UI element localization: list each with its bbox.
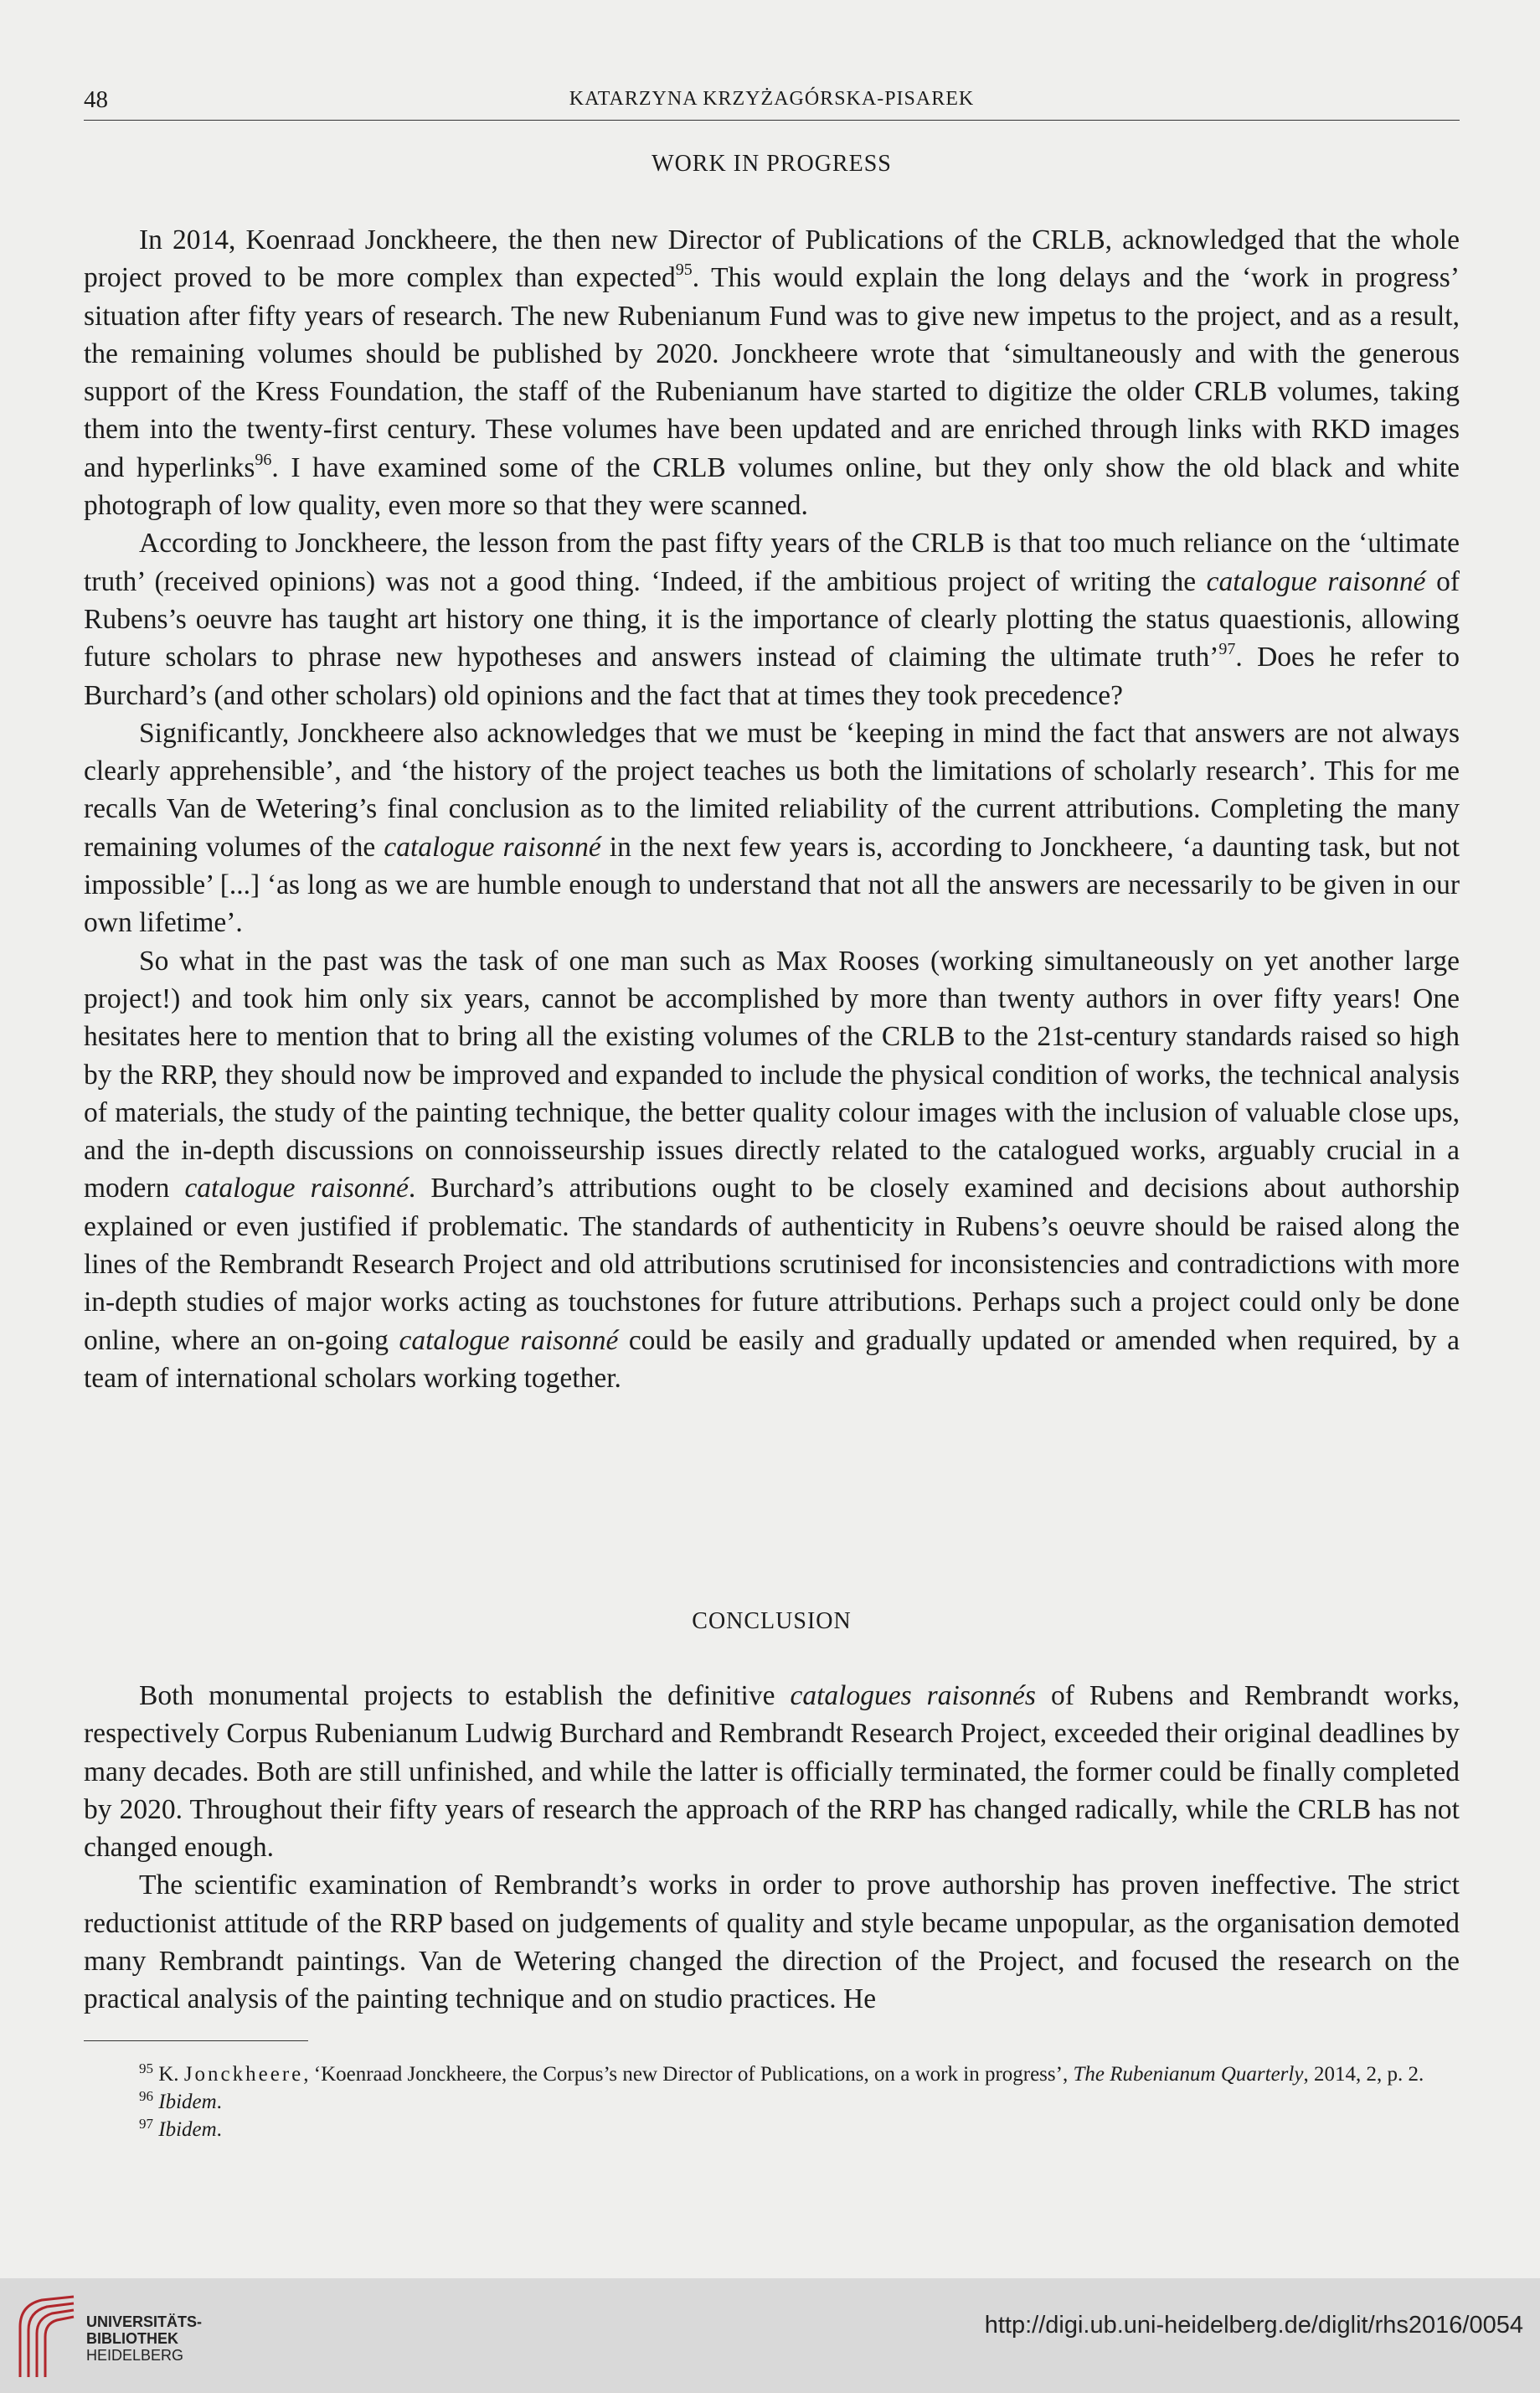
paragraph: The scientific examination of Rembrandt’s works in order to prove authorship has proven ineffective. The strict reductionist attitude of the RRP based on judgements of quality and style became unpopular, as the organisation demoted many Rembrandt paintings. Van de Wetering changed the direction of the Project, and focused the research on the practical analysis of the painting technique and on studio practices. He	[84, 1870, 1460, 2015]
paragraph: $^{95}$ K. Jonckheere, ‘Koenraad Jonckheere, the Corpus’s new Director of Publications, on a work in progress’, The Rubenianum Quarterly, 2014, 2, p. 2.	[139, 2060, 1424, 2086]
section-body-work-in-progress	[84, 221, 1460, 1397]
paragraph: Significantly, Jonckheere also acknowledges that we must be ‘keeping in mind the fact that answers are not always clearly apprehensible’, and ‘the history of the project teaches us both the limitations of scholarly research’. This for me recalls Van de Wetering’s final conclusion as to the limited reliability of the current attributions. Completing the many remaining volumes of the catalogue raisonné in the next few years is, according to Jonckheere, ‘a daunting task, but not impossible’ [...] ‘as long as we are humble enough to understand that not all the answers are necessarily to be given in our own lifetime’.	[84, 717, 1460, 939]
italic-run: catalogue raisonné	[1206, 565, 1426, 597]
paragraph: So what in the past was the task of one man such as Max Rooses (working simultaneously on yet another large project!) and took him only six years, cannot be accomplished by more than twenty authors in over fifty years! One hesitates here to mention that to bring all the existing volumes of the CRLB to the 21st-century standards raised so high by the RRP, they should now be improved and expanded to include the physical condition of works, the technical analysis of materials, the study of the painting technique, the better quality colour images with the inclusion of valuable close ups, and the in-depth discussions on connoisseurship issues directly related to the catalogued works, arguably crucial in a modern catalogue raisonné. Burchard’s attributions ought to be closely examined and decisions about authorship explained or even justified if problematic. The standards of authenticity in Rubens’s oeuvre should be raised along the lines of the Rembrandt Research Project and old attributions scrutinised for inconsistencies and contradictions with more in-depth studies of major works acting as touchstones for future attributions. Perhaps such a project could only be done online, where an on-going catalogue raisonné could be easily and gradually updated or amended when required, by a team of international scholars working together.	[84, 945, 1460, 1394]
running-title: KATARZYNA KRZYŻAGÓRSKA-PISAREK	[569, 88, 975, 110]
paragraph: Both monumental projects to establish the definitive catalogues raisonnés of Rubens and Rembrandt works, respectively Corpus Rubenianum Ludwig Burchard and Rembrandt Research Project, exceeded their original deadlines by many decades. Both are still unfinished, and while the latter is officially terminated, the former could be finally completed by 2020. Throughout their fifty years of research the approach of the RRP has changed radically, while the CRLB has not changed enough.	[84, 1680, 1460, 1864]
italic-run: catalogue raisonné	[399, 1324, 619, 1356]
italic-run: catalogues raisonnés	[790, 1680, 1036, 1711]
footnote-ref: 96	[255, 450, 272, 469]
paragraph: According to Jonckheere, the lesson from the past fifty years of the CRLB is that too much reliance on the ‘ultimate truth’ (received opinions) was not a good thing. ‘Indeed, if the ambitious project of writing the catalogue raisonné of Rubens’s oeuvre has taught art history one thing, it is the importance of clearly plotting the status quaestionis, allowing future scholars to phrase new hypotheses and answers instead of claiming the ultimate truth’$^{97}$. Does he refer to Burchard’s (and other scholars) old opinions and the fact that at times they took precedence?	[84, 528, 1460, 711]
paragraph: $^{97}$ Ibidem.	[139, 2116, 222, 2141]
footnote-ref: 97	[139, 2116, 153, 2132]
page-number: 48	[84, 86, 108, 113]
footnote-divider	[84, 2040, 308, 2041]
logo-line-3: HEIDELBERG	[86, 2347, 184, 2364]
running-head	[84, 86, 1460, 121]
section-body-conclusion	[84, 1677, 1460, 2019]
italic-run: Ibidem	[158, 2091, 217, 2113]
paragraph: In 2014, Koenraad Jonckheere, the then new Director of Publications of the CRLB, acknowledged that the whole project proved to be more complex than expected$^{95}$. This would explain the long delays and the ‘work in progress’ situation after fifty years of research. The new Rubenianum Fund was to give new impetus to the project, and as a result, the remaining volumes should be published by 2020. Jonckheere wrote that ‘simultaneously and with the generous support of the Kress Foundation, the staff of the Rubenianum have started to digitize the older CRLB volumes, taking them into the twenty-first century. These volumes have been updated and are enriched through links with RKD images and hyperlinks$^{96}$. I have examined some of the CRLB volumes online, but they only show the old black and white photograph of low quality, even more so that they were scanned.	[84, 224, 1460, 522]
logo-line-1: UNIVERSITÄTS-	[86, 2313, 203, 2330]
section-heading-work-in-progress: WORK IN PROGRESS	[652, 151, 892, 177]
footnote-ref: 95	[139, 2060, 153, 2076]
footnote-ref: 96	[139, 2088, 153, 2104]
library-logo-text	[86, 2313, 202, 2364]
italic-run: The Rubenianum Quarterly	[1073, 2063, 1304, 2086]
university-library-logo-icon	[15, 2293, 79, 2380]
footnote-ref: 97	[1218, 640, 1236, 659]
paragraph: $^{96}$ Ibidem.	[139, 2088, 222, 2113]
logo-line-2: BIBLIOTHEK	[86, 2330, 178, 2347]
section-heading-conclusion: CONCLUSION	[692, 1608, 852, 1634]
author-name: Jonckheere	[183, 2063, 304, 2086]
footnotes	[84, 2060, 1460, 2143]
footnote-ref: 95	[675, 260, 693, 280]
italic-run: Ibidem	[158, 2118, 217, 2141]
source-url-link[interactable]: http://digi.ub.uni-heidelberg.de/diglit/rhs2016/0054	[984, 2312, 1523, 2339]
italic-run: catalogue raisonné	[384, 831, 601, 863]
italic-run: catalogue raisonné	[184, 1173, 409, 1204]
library-footer	[0, 2278, 1540, 2393]
